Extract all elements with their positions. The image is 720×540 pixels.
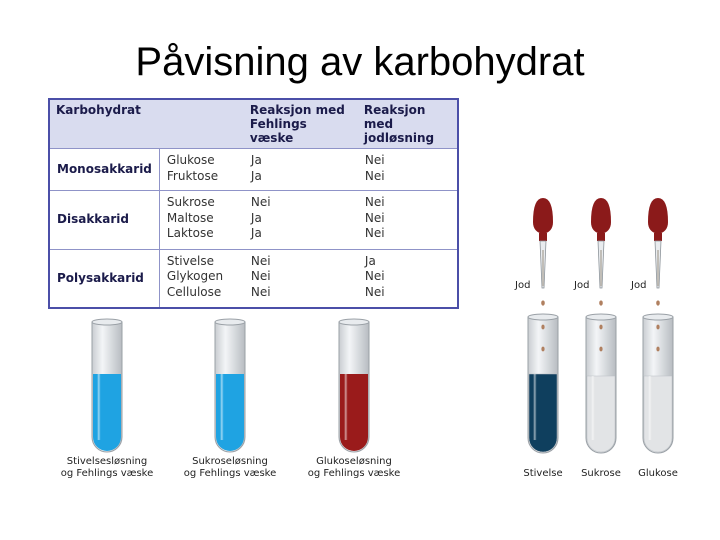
fehling-tube-2-label bbox=[175, 456, 285, 480]
label-line: Stivelsesløsning bbox=[66, 456, 148, 467]
label-line: Sukroseløsning bbox=[192, 456, 268, 467]
fehling-value: Ja bbox=[250, 153, 262, 167]
group-monosakkarid: Monosakkarid bbox=[50, 149, 159, 191]
header-fehling-line-2: Fehlings væske bbox=[249, 117, 307, 145]
label-line: og Fehlings væske bbox=[60, 468, 154, 479]
item: Glykogen bbox=[166, 269, 224, 284]
slide-title: Påvisning av karbohydrat bbox=[135, 40, 585, 84]
label-line: og Fehlings væske bbox=[183, 468, 277, 479]
iodine-tube-1 bbox=[528, 314, 558, 453]
fehling-tube-2 bbox=[215, 319, 245, 452]
header-karbohydrat: Karbohydrat bbox=[50, 100, 159, 149]
jod-value: Nei bbox=[364, 284, 385, 299]
fehling-tube-1 bbox=[92, 319, 122, 452]
item: Sukrose bbox=[166, 195, 215, 210]
group-polysakkarid: Polysakkarid bbox=[50, 249, 159, 307]
jod-value: Nei bbox=[364, 269, 385, 284]
fehling-value: Ja bbox=[250, 168, 262, 183]
iodine-tube-1-label: Stivelse bbox=[523, 468, 563, 479]
fehling-value: Nei bbox=[250, 284, 271, 299]
iodine-tube-3 bbox=[643, 314, 673, 453]
header-fehling-line-1: Reaksjon med bbox=[249, 103, 345, 117]
iodine-tube-2-label: Sukrose bbox=[581, 468, 621, 479]
item: Laktose bbox=[166, 226, 214, 241]
group-disakkarid: Disakkarid bbox=[50, 191, 159, 249]
item: Cellulose bbox=[166, 284, 222, 299]
iodine-tube-2 bbox=[586, 314, 616, 453]
fehling-tube-3-label bbox=[299, 456, 409, 480]
iodine-dropper-3 bbox=[648, 198, 668, 306]
jod-label-3: Jod bbox=[631, 280, 647, 291]
item: Maltose bbox=[166, 210, 214, 225]
jod-value: Nei bbox=[364, 226, 385, 241]
fehling-value: Nei bbox=[250, 195, 271, 210]
header-jod-line-1: Reaksjon med bbox=[363, 103, 426, 131]
jod-value: Nei bbox=[364, 153, 385, 167]
jod-value: Nei bbox=[364, 195, 385, 210]
jod-value: Ja bbox=[364, 253, 376, 268]
fehling-tube-3 bbox=[339, 319, 369, 452]
item: Stivelse bbox=[166, 253, 215, 268]
item: Fruktose bbox=[166, 168, 219, 183]
jod-value: Nei bbox=[364, 210, 385, 225]
iodine-dropper-1 bbox=[533, 198, 553, 306]
jod-label-1: Jod bbox=[515, 280, 531, 291]
jod-label-2: Jod bbox=[574, 280, 590, 291]
fehling-value: Nei bbox=[250, 253, 271, 268]
label-line: Glukoseløsning bbox=[316, 456, 392, 467]
item: Glukose bbox=[166, 153, 215, 167]
jod-value: Nei bbox=[364, 168, 385, 183]
iodine-tube-3-label: Glukose bbox=[638, 468, 678, 479]
iodine-dropper-2 bbox=[591, 198, 611, 306]
fehling-value: Ja bbox=[250, 210, 262, 225]
label-line: og Fehlings væske bbox=[307, 468, 401, 479]
fehling-tube-1-label bbox=[52, 456, 162, 480]
header-jod-line-2: jodløsning bbox=[363, 131, 435, 145]
fehling-value: Ja bbox=[250, 226, 262, 241]
fehling-value: Nei bbox=[250, 269, 271, 284]
